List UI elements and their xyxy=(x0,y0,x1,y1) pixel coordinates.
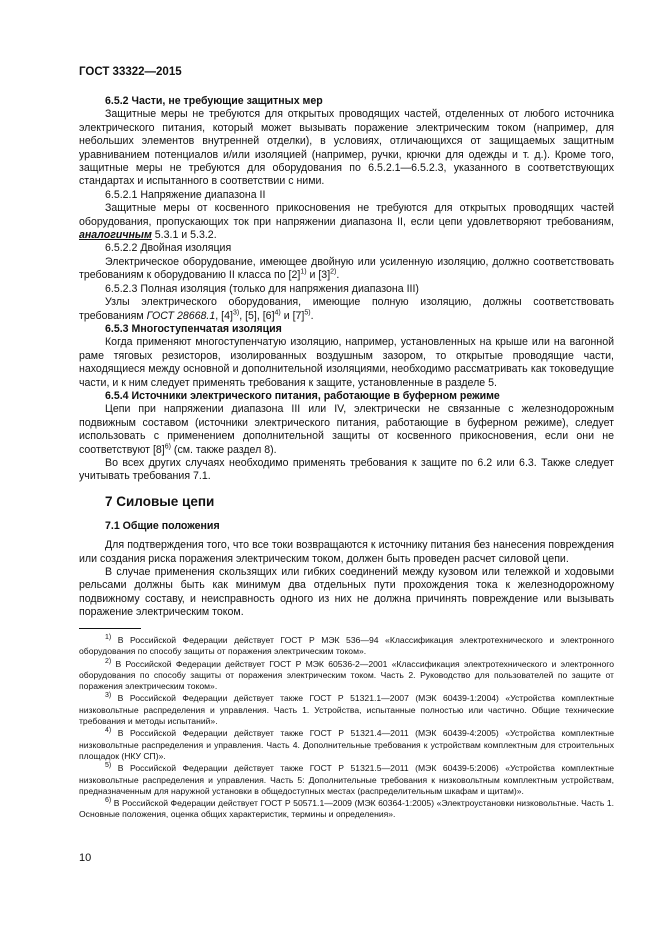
section-6-5-3-text: Когда применяют многоступенчатую изоляцию, например, установленных на крыше или на вагонной раме тяговых резисторов, изолированных воздушным зазором, то открытые проводящие части, находящиеся между основной и дополнительной изоляциями, необходимо рассматривать как токоведущие части, и к ним следует применять требования к защите, установленные в разделе 5. xyxy=(79,336,614,389)
footnote xyxy=(79,798,614,821)
section-7-heading: 7 Силовые цепи xyxy=(105,493,215,509)
section-6-5-2-heading: 6.5.2 Части, не требующие защитных мер xyxy=(105,95,323,107)
footnote-text: В Российской Федерации действует ГОСТ Р МЭК 536—94 «Классификация электротехнического и электронного оборудования по способу защиты от поражения электрическим током». xyxy=(79,635,614,657)
footnote-mark: 3) xyxy=(105,692,112,700)
section-6-5-4-text xyxy=(79,403,614,457)
section-6-5-2-1-heading: 6.5.2.1 Напряжение диапазона II xyxy=(105,188,266,201)
section-6-5-2-3-text xyxy=(79,296,614,323)
footnote-text: В Российской Федерации действует также ГОСТ Р 51321.5—2011 (МЭК 60439-5:2006) «Устройства комплектные низковольтные распределения и управления. Часть 5: Дополнительные требования к низковольтным комплектным устройствам, предназначенным для наружной установки в общедоступных местах (распределительным шкафам и щитам)». xyxy=(79,763,614,796)
footnote xyxy=(79,763,614,797)
footnote-text: В Российской Федерации действует также ГОСТ Р 51321.1—2007 (МЭК 60439-1:2004) «Устройства комплектные низковольтные распределения и управления. Часть 1. Устройства, испытанные полностью или частично. Общие технические требования и методы испытаний». xyxy=(79,693,614,727)
footnote-mark: 2) xyxy=(105,657,112,665)
footnote-ref: 4) xyxy=(274,308,281,316)
text-run: (см. также раздел 8). xyxy=(170,443,277,456)
section-7-1-text-2: В случае применения скользящих или гибких соединений между кузовом или тележкой и ходовыми рельсами должны быть как минимум два отдельных пути прохождения тока к железнодорожному подвижному составу, и неисправность одного из них не должна причинять повреждение или вызывать поражение электрическим током. xyxy=(79,566,614,619)
text-run: Защитные меры от косвенного прикосновения не требуются для открытых проводящих частей оборудования, пропускающих ток при напряжении диапазона II, если цепи удовлетворяют требованиям, xyxy=(79,202,614,228)
section-7-1-text-1: Для подтверждения того, что все токи возвращаются к источнику питания без нанесения повреждения или создания риска поражения электрическим током, должен быть проведен расчет силовой цепи. xyxy=(79,539,614,565)
footnote-divider xyxy=(79,628,141,629)
footnote-ref: 3) xyxy=(232,308,240,316)
text-run: , [5], [6] xyxy=(239,309,275,322)
text-run: , [4] xyxy=(215,309,233,322)
footnote xyxy=(79,635,614,658)
section-6-5-3-heading: 6.5.3 Многоступенчатая изоляция xyxy=(105,322,282,335)
footnote-mark: 6) xyxy=(105,797,112,805)
section-6-5-4-heading: 6.5.4 Источники электрического питания, работающие в буферном режиме xyxy=(105,389,500,402)
footnote-mark: 1) xyxy=(105,634,112,642)
section-6-5-2-2-text xyxy=(79,256,614,283)
text-run: и [7] xyxy=(280,309,305,322)
section-6-5-2-3-heading: 6.5.2.3 Полная изоляция (только для напряжения диапазона III) xyxy=(105,282,419,295)
text-run: Электрическое оборудование, имеющее двойную или усиленную изоляцию, должно соответствовать требованиям к оборудованию II класса по [2] xyxy=(79,255,614,282)
footnote-text: В Российской Федерации действует ГОСТ Р 50571.1—2009 (МЭК 60364-1:2005) «Электроустановки низковольтные. Часть 1. Основные положения, оценка общих характеристик, термины и определения». xyxy=(79,798,614,820)
section-6-5-2-text: Защитные меры не требуются для открытых проводящих частей, отделенных от любого источника электрического питания, который может вызывать поражение электрическим током (например, для небольших элементов внутренней отделки), в условиях, отличающихся от защищаемых защитным уравниванием потенциалов и/или изоляцией (например, ручки, крючки для одежды и т. д.). Кроме того, защитные меры не требуются для оборудования по 6.5.2.1—6.5.2.3, указанного в соответствующих стандартах и испытанного в соответствии с ними. xyxy=(79,108,614,188)
text-run: . xyxy=(310,309,314,322)
footnote-ref: 6) xyxy=(164,443,171,451)
footnote-ref: 1) xyxy=(300,268,307,276)
text-run: и [3] xyxy=(306,269,331,282)
emphasized-term: аналогичным xyxy=(79,229,152,242)
footnote xyxy=(79,693,614,727)
section-7-1-heading: 7.1 Общие положения xyxy=(105,519,220,532)
footnote xyxy=(79,659,614,693)
footnote-text: В Российской Федерации действует ГОСТ Р МЭК 60536-2—2001 «Классификация электротехнического и электронного оборудования по способу защиты от поражения электрическим током. Часть 2. Руководство для пользователей по защите от поражения электрическим током». xyxy=(79,658,614,692)
footnotes xyxy=(79,628,614,822)
page-number: 10 xyxy=(79,852,92,864)
footnote-mark: 5) xyxy=(105,762,112,770)
section-6-5-2-1-text xyxy=(79,202,614,242)
footnote-text: В Российской Федерации действует также ГОСТ Р 51321.4—2011 (МЭК 60439-4:2005) «Устройства комплектные низковольтные распределения и управления. Часть 4. Дополнительные требования к устройствам комплектным для строительных площадок (НКУ СП)». xyxy=(79,728,614,761)
footnote-ref: 2) xyxy=(330,268,337,276)
text-run: Узлы электрического оборудования, имеющие полную изоляцию, должны соответствовать требованиям xyxy=(79,296,614,322)
footnote-mark: 4) xyxy=(105,727,112,735)
section-6-5-2-2-heading: 6.5.2.2 Двойная изоляция xyxy=(105,242,232,255)
document-header: ГОСТ 33322—2015 xyxy=(79,66,182,78)
footnote-ref: 5) xyxy=(304,308,311,316)
footnote xyxy=(79,728,614,762)
text-run: . xyxy=(336,269,340,282)
text-run: Цепи при напряжении диапазона III или IV, электрически не связанные с железнодорожным подвижным составом (источники электрического питания, работающие в буферном режиме), следует использовать с применением дополнительной защиты от косвенного прикосновения, если они не соответствуют [8] xyxy=(79,403,614,456)
text-run: 5.3.1 и 5.3.2. xyxy=(151,229,217,242)
section-6-5-4-text-2: Во всех других случаях необходимо применять требования к защите по 6.2 или 6.3. Также следует учитывать требования 7.1. xyxy=(79,456,614,483)
standard-reference: ГОСТ 28668.1 xyxy=(146,309,216,322)
document-body xyxy=(79,95,614,620)
